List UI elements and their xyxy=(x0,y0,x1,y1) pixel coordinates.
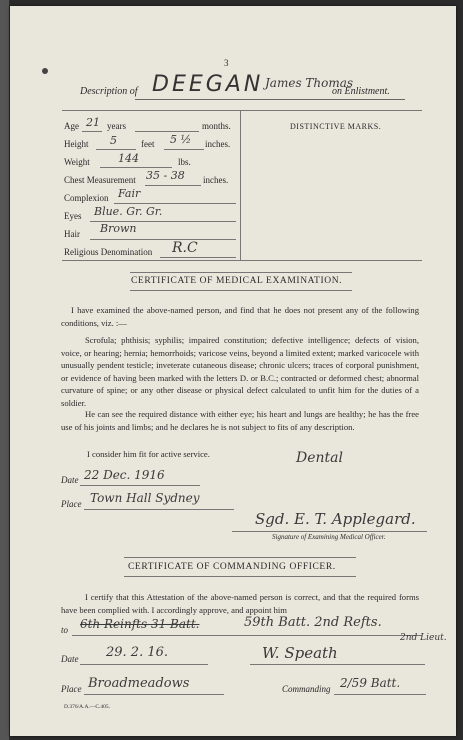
co-certification: I certify that this Attestation of the above-named person is correct, and that the required forms have been complied with. I accordingly approve, and appoint him xyxy=(61,592,419,615)
distinctive-marks-heading: DISTINCTIVE MARKS. xyxy=(290,122,382,131)
commanding-value: 2/59 Batt. xyxy=(340,676,401,690)
box-divider xyxy=(240,110,241,260)
medical-declaration: He can see the required distance with either eye; his heart and lungs are healthy; he has the free use of his joints and limbs; and he declares he is not subject to fits of any description. xyxy=(61,409,419,432)
feet-label: feet xyxy=(141,139,155,149)
chest-inches-label: inches. xyxy=(203,175,229,185)
co-to-rule xyxy=(72,635,422,636)
co-place-value: Broadmeadows xyxy=(88,676,190,691)
medical-date-label: Date xyxy=(61,475,79,485)
age-label: Age xyxy=(64,121,79,131)
co-title: CERTIFICATE OF COMMANDING OFFICER. xyxy=(128,562,336,572)
medical-intro: I have examined the above-named person, and find that he does not present any of the following conditions, viz. :— xyxy=(61,305,419,328)
co-place-rule xyxy=(84,694,224,695)
religion-label: Religious Denomination xyxy=(64,247,153,257)
weight-label: Weight xyxy=(64,157,90,167)
dental-note: Dental xyxy=(296,450,343,466)
age-rule xyxy=(82,131,102,132)
commanding-label: Commanding xyxy=(282,684,331,694)
height-feet-rule xyxy=(96,149,136,150)
box-bottom-rule xyxy=(62,260,422,261)
medical-officer-signature: Sgd. E. T. Applegard. xyxy=(255,510,416,528)
given-names: James Thomas xyxy=(265,76,354,90)
box-top-rule xyxy=(62,110,422,111)
medical-place-rule xyxy=(84,509,234,510)
medical-conditions: Scrofula; phthisis; syphilis; impaired constitution; defective intelligence; defects of vision, voice, or hearing; hernia; hemorrhoids; varicose veins, beyond a limited extent; marked varicocele with unusually pendent testicle; inveterate cutaneous disease; chronic ulcers; traces of corporal punishment, or evidence of having been marked with the letters D. or B.C.; contracted or deformed chest; abnormal curvature of spine; or any other disease or physical defect calculated to unfit him for the duties of a soldier. xyxy=(61,335,419,408)
commanding-rule xyxy=(334,694,426,695)
hair-value: Brown xyxy=(100,222,137,235)
complexion-rule xyxy=(114,203,236,204)
months-rule xyxy=(135,131,199,132)
struck-unit: 6th Reinfts 31 Batt. xyxy=(80,617,200,631)
complexion-label: Complexion xyxy=(64,193,109,203)
chest-rule xyxy=(145,185,201,186)
height-label: Height xyxy=(64,139,89,149)
medical-date-value: 22 Dec. 1916 xyxy=(84,468,165,482)
surname: DEEGAN xyxy=(152,72,264,97)
eyes-value: Blue. Gr. Gr. xyxy=(94,205,163,218)
co-date-rule xyxy=(80,664,208,665)
religion-value: R.C xyxy=(172,240,198,256)
height-feet: 5 xyxy=(110,134,117,147)
hair-label: Hair xyxy=(64,229,80,239)
co-place-label: Place xyxy=(61,684,82,694)
medical-signature-rule xyxy=(232,531,427,532)
medical-date-rule xyxy=(80,485,200,486)
medical-title-rule-bottom xyxy=(130,290,352,291)
medical-signature-caption: Signature of Examining Medical Officer. xyxy=(272,533,386,541)
lbs-label: lbs. xyxy=(178,157,191,167)
page-number: 3 xyxy=(224,58,229,68)
co-date-label: Date xyxy=(61,654,79,664)
fit-statement: I consider him fit for active service. xyxy=(87,449,210,459)
co-title-rule-top xyxy=(124,557,356,558)
co-signature: W. Speath xyxy=(262,644,338,662)
description-label: Description of xyxy=(80,86,138,97)
complexion-value: Fair xyxy=(118,187,141,200)
medical-title-rule-top xyxy=(130,272,352,273)
medical-place-value: Town Hall Sydney xyxy=(90,491,200,505)
weight-rule xyxy=(100,167,172,168)
height-inches-rule xyxy=(164,149,204,150)
description-rule xyxy=(135,99,405,100)
scan-edge xyxy=(0,0,9,740)
co-title-rule-bottom xyxy=(124,576,356,577)
hair-rule xyxy=(90,239,236,240)
eyes-label: Eyes xyxy=(64,211,82,221)
weight-value: 144 xyxy=(118,152,139,165)
co-rank: 2nd Lieut. xyxy=(400,633,447,643)
assigned-unit: 59th Batt. 2nd Refts. xyxy=(244,615,382,630)
age-value: 21 xyxy=(86,116,100,129)
form-code: D.376/A.A.—C.405. xyxy=(64,704,110,710)
religion-rule xyxy=(160,257,236,258)
medical-title: CERTIFICATE OF MEDICAL EXAMINATION. xyxy=(131,276,343,286)
years-label: years xyxy=(107,121,126,131)
height-inches: 5 ½ xyxy=(170,133,192,146)
co-to-label: to xyxy=(61,625,69,635)
chest-value: 35 - 38 xyxy=(146,169,185,182)
punch-hole xyxy=(42,68,48,74)
chest-label: Chest Measurement xyxy=(64,175,136,185)
on-enlistment-label: on Enlistment. xyxy=(332,86,390,97)
co-date-value: 29. 2. 16. xyxy=(106,645,169,660)
medical-place-label: Place xyxy=(61,499,82,509)
inches-label: inches. xyxy=(205,139,231,149)
co-signature-rule xyxy=(250,664,425,665)
months-label: months. xyxy=(202,121,231,131)
